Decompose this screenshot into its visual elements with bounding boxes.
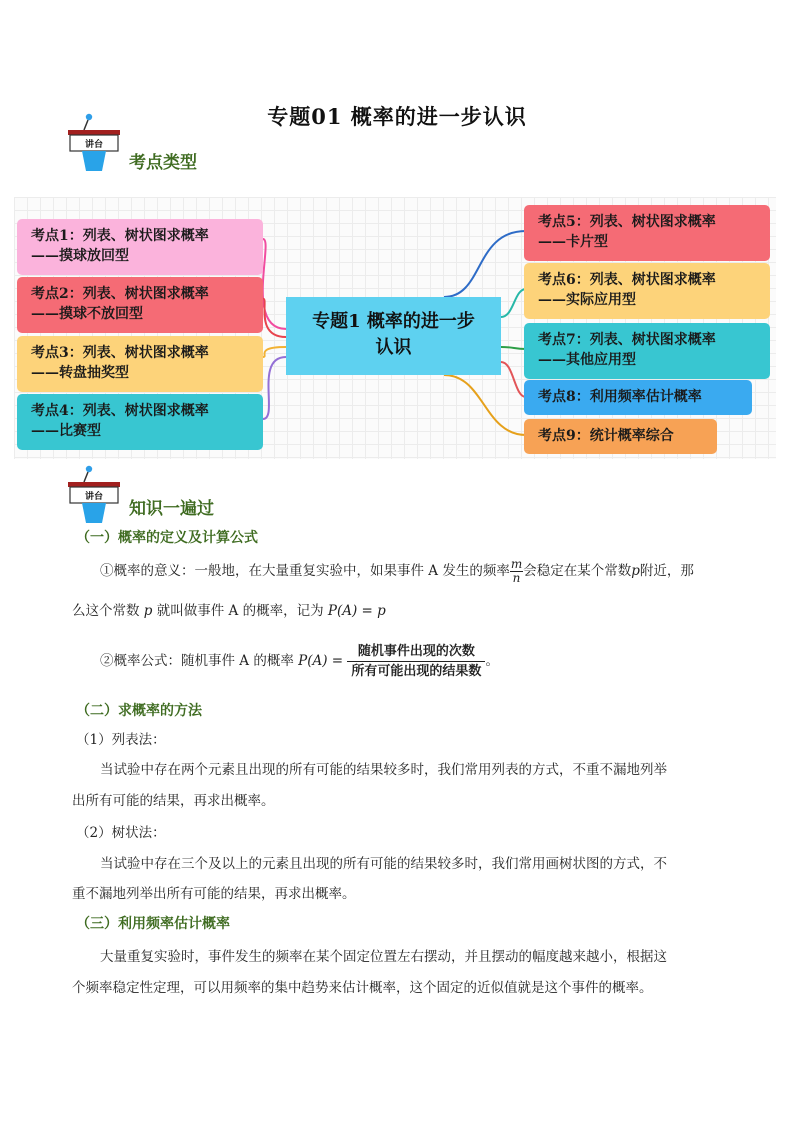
subheading-frequency: （三）利用频率估计概率 xyxy=(76,916,230,932)
podium-label: 讲台 xyxy=(84,140,104,150)
node-line2: ——转盘抽奖型 xyxy=(31,365,129,381)
text: 会稳定在某个常数 xyxy=(523,563,632,579)
variable-p: p xyxy=(143,603,153,619)
variable-p: p xyxy=(631,563,640,579)
node-line1: 考点4：列表、树状图求概率 xyxy=(31,403,209,419)
method-tree-line2: 重不漏地列举出所有可能的结果，再求出概率。 xyxy=(72,886,356,902)
node-topic-3 xyxy=(17,336,263,392)
paragraph-formula xyxy=(100,642,760,681)
text: ①概率的意义：一般地，在大量重复实验中，如果事件 A 发生的频率 xyxy=(100,563,510,579)
page-title: 专题01 概率的进一步认识 xyxy=(267,104,527,129)
fraction-m-over-n xyxy=(510,558,523,585)
node-line2: ——比赛型 xyxy=(31,423,101,439)
text: 么这个常数 xyxy=(72,603,140,619)
node-line1: 考点2：列表、树状图求概率 xyxy=(31,286,209,302)
center-node-text: 专题1 概率的进一步认识 xyxy=(312,311,475,358)
node-topic-8 xyxy=(524,380,752,415)
node-line1: 考点1：列表、树状图求概率 xyxy=(31,228,209,244)
method-list-line2: 出所有可能的结果，再求出概率。 xyxy=(72,793,275,809)
node-line2: ——其他应用型 xyxy=(538,352,636,368)
fraction-numerator: 随机事件出现的次数 xyxy=(347,642,485,662)
mindmap xyxy=(14,197,776,459)
method-tree-heading: （2）树状法： xyxy=(76,825,166,841)
node-topic-6 xyxy=(524,263,770,319)
frequency-line1: 大量重复实验时，事件发生的频率在某个固定位置左右摆动，并且摆动的幅度越来越小，根据这 xyxy=(100,949,667,965)
paragraph-meaning-line1 xyxy=(100,558,760,585)
section-heading-topic-types: 考点类型 xyxy=(129,153,197,173)
subheading-definition: （一）概率的定义及计算公式 xyxy=(76,530,258,546)
node-line2: ——卡片型 xyxy=(538,234,608,250)
paragraph-meaning-line2 xyxy=(72,601,752,621)
node-line1: 考点8：利用频率估计概率 xyxy=(538,389,702,405)
podium-label: 讲台 xyxy=(84,492,104,502)
method-list-line1: 当试验中存在两个元素且出现的所有可能的结果较多时，我们常用列表的方式，不重不漏地列举 xyxy=(100,762,667,778)
node-topic-7 xyxy=(524,323,770,379)
section-heading-knowledge: 知识一遍过 xyxy=(129,499,214,519)
mindmap-center-node xyxy=(286,297,501,375)
node-line1: 考点3：列表、树状图求概率 xyxy=(31,345,209,361)
node-line1: 考点9：统计概率综合 xyxy=(538,428,674,444)
fraction-denominator: n xyxy=(512,571,521,585)
node-topic-2 xyxy=(17,277,263,333)
frequency-line2: 个频率稳定性定理，可以用频率的集中趋势来估计概率，这个固定的近似值就是这个事件的概率。 xyxy=(72,980,653,996)
node-topic-1 xyxy=(17,219,263,275)
formula-probability: P(A) = p xyxy=(327,603,386,619)
method-list-heading: （1）列表法： xyxy=(76,732,166,748)
method-tree-line1: 当试验中存在三个及以上的元素且出现的所有可能的结果较多时，我们常用画树状图的方式，不 xyxy=(100,856,667,872)
node-topic-9 xyxy=(524,419,717,454)
subheading-methods: （二）求概率的方法 xyxy=(76,703,202,719)
text: 附近，那 xyxy=(639,563,694,579)
text: ②概率公式：随机事件 A 的概率 xyxy=(100,653,294,669)
node-line1: 考点6：列表、树状图求概率 xyxy=(538,272,716,288)
formula-fraction xyxy=(347,642,485,681)
formula-lhs: P(A) = xyxy=(298,653,344,669)
node-line2: ——摸球放回型 xyxy=(31,248,129,264)
text: 。 xyxy=(485,653,499,669)
podium-icon xyxy=(64,462,126,524)
node-topic-4 xyxy=(17,394,263,450)
podium-icon xyxy=(64,110,126,172)
node-line2: ——实际应用型 xyxy=(538,292,636,308)
text: 就叫做事件 A 的概率，记为 xyxy=(156,603,324,619)
node-line1: 考点7：列表、树状图求概率 xyxy=(538,332,716,348)
node-topic-5 xyxy=(524,205,770,261)
node-line1: 考点5：列表、树状图求概率 xyxy=(538,214,716,230)
node-line2: ——摸球不放回型 xyxy=(31,306,143,322)
fraction-numerator: m xyxy=(510,557,523,571)
fraction-denominator: 所有可能出现的结果数 xyxy=(351,664,482,679)
